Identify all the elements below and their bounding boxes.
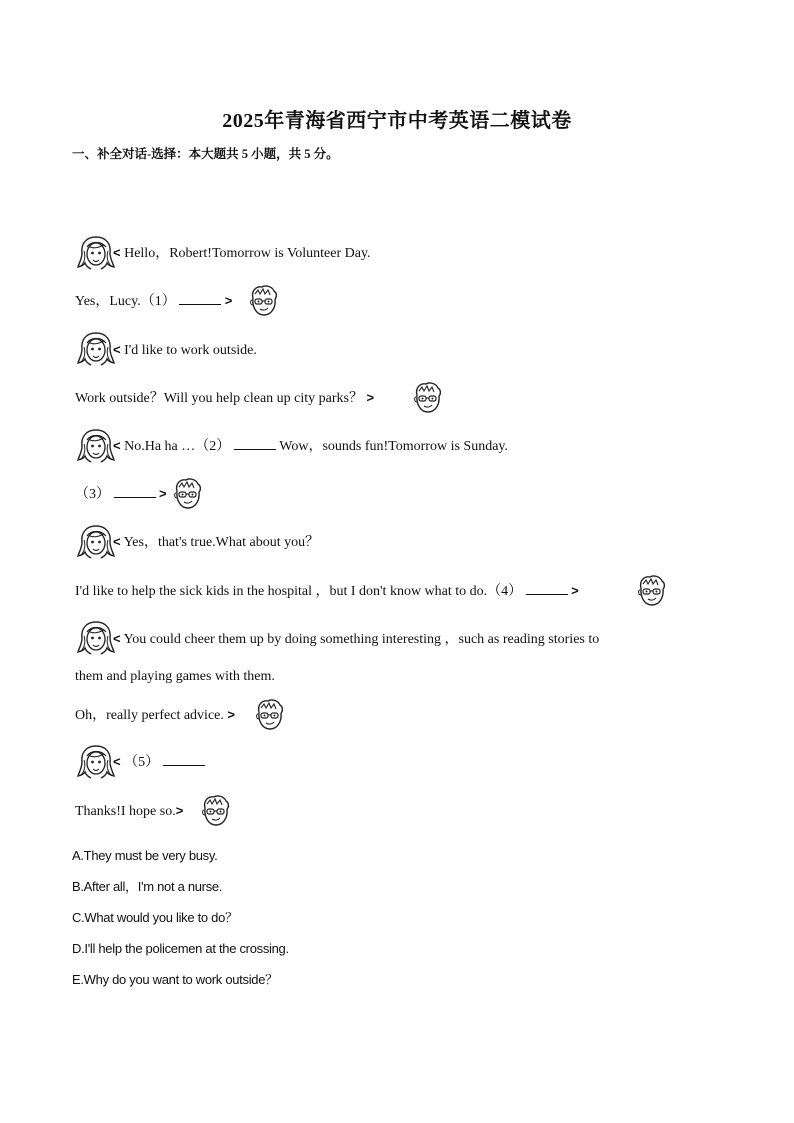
speech-arrow-icon: >	[159, 486, 167, 501]
dialogue-line-12: Thanks!I hope so.>	[75, 803, 184, 819]
answer-blank-4[interactable]	[526, 582, 568, 595]
dialogue-line-11: < （5）	[113, 753, 205, 772]
dialogue-line-4: Work outside？Will you help clean up city parks？ >	[75, 390, 375, 406]
dialogue-line-6: （3） >	[75, 486, 167, 502]
speech-arrow-icon: >	[224, 293, 233, 308]
answer-blank-5[interactable]	[163, 753, 205, 766]
girl-avatar-icon	[76, 331, 116, 367]
speech-arrow-icon: <	[113, 631, 121, 646]
dialogue-line-2: Yes，Lucy.（1） >	[75, 293, 233, 309]
speech-arrow-icon: <	[113, 438, 121, 453]
option-e: E.Why do you want to work outside？	[72, 972, 278, 987]
girl-avatar-icon	[76, 620, 116, 656]
speech-arrow-icon: <	[113, 342, 121, 357]
dialogue-line-10: Oh，really perfect advice. >	[75, 707, 235, 723]
boy-avatar-icon	[410, 381, 444, 415]
option-d: D.I'll help the policemen at the crossing.	[72, 941, 289, 956]
page-title: 2025年青海省西宁市中考英语二模试卷	[222, 110, 572, 132]
dialogue-line-8: I'd like to help the sick kids in the hospital ，but I don't know what to do.（4） >	[75, 583, 579, 599]
dialogue-line-9-cont: them and playing games with them.	[75, 669, 275, 684]
section-heading: 一、补全对话-选择：本大题共 5 小题，共 5 分。	[72, 147, 339, 161]
speech-arrow-icon: >	[227, 707, 235, 722]
speech-arrow-icon: >	[175, 803, 184, 818]
dialogue-line-5: < No.Ha ha …（2） Wow，sounds fun!Tomorrow is Sunday.	[113, 438, 509, 454]
boy-avatar-icon	[198, 794, 232, 828]
option-b: B.After all，I'm not a nurse.	[72, 879, 223, 894]
dialogue-line-1: < Hello，Robert!Tomorrow is Volunteer Day.	[113, 245, 371, 261]
speech-arrow-icon: >	[366, 390, 375, 405]
speech-arrow-icon: <	[113, 245, 121, 260]
answer-blank-3[interactable]	[114, 485, 156, 498]
boy-avatar-icon	[252, 698, 286, 732]
option-c: C.What would you like to do？	[72, 910, 238, 925]
speech-arrow-icon: >	[571, 583, 579, 598]
speech-arrow-icon: <	[113, 754, 121, 769]
girl-avatar-icon	[76, 235, 116, 271]
option-a: A.They must be very busy.	[72, 848, 218, 863]
girl-avatar-icon	[76, 524, 116, 560]
dialogue-line-7: < Yes，that's true.What about you？	[113, 534, 320, 550]
girl-avatar-icon	[76, 428, 116, 464]
boy-avatar-icon	[634, 574, 668, 608]
boy-avatar-icon	[170, 477, 204, 511]
girl-avatar-icon	[76, 744, 116, 780]
boy-avatar-icon	[246, 284, 280, 318]
answer-blank-2[interactable]	[234, 437, 276, 450]
answer-blank-1[interactable]	[179, 292, 221, 305]
dialogue-line-3: < I'd like to work outside.	[113, 342, 257, 358]
dialogue-line-9: < You could cheer them up by doing something interesting ，such as reading stories to	[113, 631, 600, 647]
speech-arrow-icon: <	[113, 534, 121, 549]
